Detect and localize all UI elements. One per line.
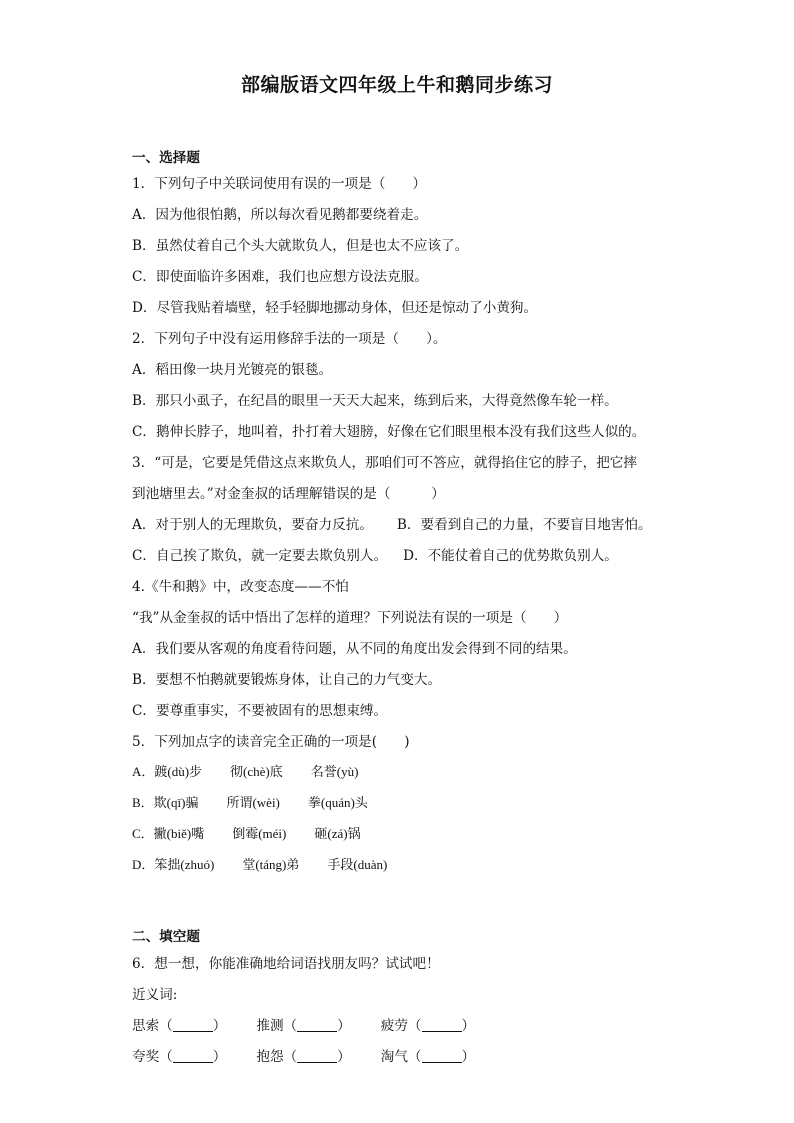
q6-word-3: 疲劳（ [380, 1018, 422, 1034]
section-heading-choice: 一、选择题 [132, 150, 200, 166]
q6-word-2: 推测（ [256, 1018, 298, 1034]
q5-b-word1: B．欺(qī)骗 [132, 795, 199, 810]
q2-option-b: B．那只小虱子，在纪昌的眼里一天天大起来，练到后来，大得竟然像车轮一样。 [132, 393, 618, 409]
q4-stem-line2: “我”从金奎叔的话中悟出了怎样的道理？下列说法有误的一项是（ ） [132, 610, 568, 626]
q4-option-b: B．要想不怕鹅就要锻炼身体，让自己的力气变大。 [132, 672, 442, 688]
q5-b-word2: 所谓(wèi) [226, 795, 280, 810]
q3-option-a: A．对于别人的无理欺负，要奋力反抗。 [132, 517, 373, 533]
answer-blank[interactable] [297, 1019, 337, 1032]
q4-stem-line1: 4.《牛和鹅》中，改变态度——不怕 [132, 579, 349, 595]
q3-option-c: C．自己挨了欺负，就一定要去欺负别人。 [132, 548, 388, 564]
q5-c-word3: 砸(zá)锅 [314, 826, 361, 841]
q5-d-word3: 手段(duàn) [327, 857, 388, 872]
q5-stem: 5．下列加点字的读音完全正确的一项是( ) [132, 734, 410, 750]
q6-word-6: 淘气（ [380, 1049, 422, 1065]
q1-stem: 1．下列句子中关联词使用有误的一项是（ ） [132, 176, 427, 192]
q5-option-c [132, 823, 361, 842]
q5-c-word1: C．撇(biě)嘴 [132, 826, 205, 841]
q5-d-word1: D．笨拙(zhuó) [132, 857, 215, 872]
q1-option-b: B．虽然仗着自己个头大就欺负人，但是也太不应该了。 [132, 238, 469, 254]
q5-option-d [132, 854, 387, 873]
q5-option-a [132, 761, 358, 780]
answer-blank[interactable] [422, 1019, 462, 1032]
q2-stem: 2．下列句子中没有运用修辞手法的一项是（ ）。 [132, 331, 447, 347]
q6-word-5: 抱怨（ [256, 1049, 298, 1065]
q6-row2: 夸奖（ ） 抱怨（ ） 淘气（ ） [132, 1049, 476, 1065]
q5-a-word3: 名誉(yù) [310, 764, 359, 779]
q6-stem: 6．想一想，你能准确地给词语找朋友吗？试试吧！ [132, 956, 440, 972]
q5-c-word2: 倒霉(méi) [232, 826, 287, 841]
q6-word-4: 夸奖（ [132, 1049, 173, 1065]
q5-a-word1: A．踱(dù)步 [132, 764, 203, 779]
q6-word-1: 思索（ [132, 1018, 173, 1034]
q3-stem-line1: 3．“可是，它要是凭借这点来欺负人，那咱们可不答应，就得掐住它的脖子，把它摔 [132, 455, 637, 471]
answer-blank[interactable] [173, 1019, 213, 1032]
q3-options-row2 [132, 544, 618, 564]
q3-options-row1 [132, 513, 652, 533]
answer-blank[interactable] [173, 1050, 213, 1063]
section-heading-fill: 二、填空题 [132, 929, 200, 945]
q4-option-a: A．我们要从客观的角度看待问题，从不同的角度出发会得到不同的结果。 [132, 641, 577, 657]
q5-a-word2: 彻(chè)底 [230, 764, 283, 779]
q1-option-d: D．尽管我贴着墙壁，轻手轻脚地挪动身体，但还是惊动了小黄狗。 [132, 300, 538, 316]
q6-synonym-label: 近义词: [132, 987, 178, 1003]
q5-d-word2: 堂(táng)弟 [242, 857, 300, 872]
q5-b-word3: 拳(quán)头 [307, 795, 368, 810]
q6-row1: 思索（ ） 推测（ ） 疲劳（ ） [132, 1018, 476, 1034]
answer-blank[interactable] [297, 1050, 337, 1063]
q1-option-c: C．即使面临许多困难，我们也应想方设法克服。 [132, 269, 428, 285]
q4-option-c: C．要尊重事实，不要被固有的思想束缚。 [132, 703, 388, 719]
q3-option-d: D．不能仗着自己的优势欺负别人。 [403, 548, 618, 564]
q1-option-a: A．因为他很怕鹅，所以每次看见鹅都要绕着走。 [132, 207, 428, 223]
answer-blank[interactable] [422, 1050, 462, 1063]
q3-option-b: B．要看到自己的力量，不要盲目地害怕。 [396, 517, 652, 533]
q2-option-c: C．鹅伸长脖子，地叫着，扑打着大翅膀，好像在它们眼里根本没有我们这些人似的。 [132, 424, 646, 440]
q3-stem-line2: 到池塘里去。”对金奎叔的话理解错误的是（ ） [132, 486, 445, 502]
q2-option-a: A．稻田像一块月光镀亮的银毯。 [132, 362, 333, 378]
page-title: 部编版语文四年级上牛和鹅同步练习 [240, 74, 553, 96]
q5-option-b [132, 792, 368, 811]
